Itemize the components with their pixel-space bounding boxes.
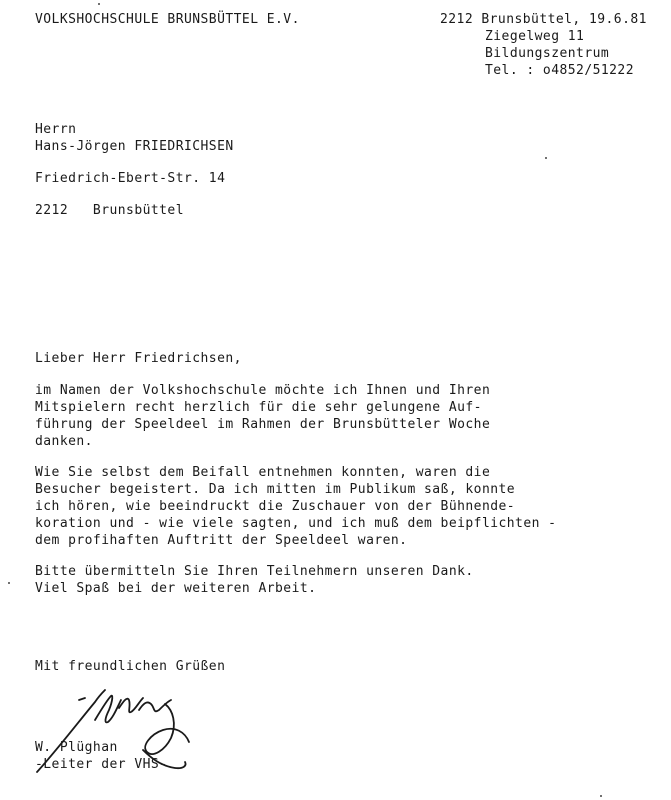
paragraph-line: Viel Spaß bei der weiteren Arbeit. [35,581,317,596]
paragraph-line: Wie Sie selbst dem Beifall entnehmen konnten, waren die [35,465,491,480]
closing-regards: Mit freundlichen Grüßen [35,659,226,674]
recipient-salutation: Herrn [35,122,77,137]
sender-building: Bildungszentrum [485,46,610,61]
scan-speck [600,795,602,797]
recipient-name: Hans-Jörgen FRIEDRICHSEN [35,139,234,154]
scan-speck [8,582,10,584]
signatory-name: W. Plüghan [35,740,118,755]
recipient-street: Friedrich-Ebert-Str. 14 [35,171,226,186]
paragraph-line: führung der Speeldeel im Rahmen der Brunsbütteler Woche [35,417,491,432]
paragraph-line: Besucher begeistert. Da ich mitten im Publikum saß, konnte [35,482,516,497]
scan-speck [98,3,100,5]
sender-phone: Tel. : o4852/51222 [485,63,634,78]
paragraph-line: dem profihaften Auftritt der Speeldeel waren. [35,533,408,548]
recipient-city: 2212 Brunsbüttel [35,203,184,218]
paragraph-line: im Namen der Volkshochschule möchte ich Ihnen und Ihren [35,383,491,398]
sender-street: Ziegelweg 11 [485,29,585,44]
organization-name: VOLKSHOCHSCHULE BRUNSBÜTTEL E.V. [35,12,300,27]
place-date: 2212 Brunsbüttel, 19.6.81 [440,12,647,27]
paragraph-line: danken. [35,434,93,449]
paragraph-line: ich hören, wie beeindruckt die Zuschauer von der Bühnende- [35,499,516,514]
paragraph-line: Bitte übermitteln Sie Ihren Teilnehmern unseren Dank. [35,564,474,579]
paragraph-line: Mitspielern recht herzlich für die sehr gelungene Auf- [35,400,482,415]
letter-greeting: Lieber Herr Friedrichsen, [35,351,242,366]
scan-speck [545,157,547,159]
signatory-role: -Leiter der VHS- [35,757,168,772]
paragraph-line: koration und - wie viele sagten, und ich muß dem beipflichten - [35,516,557,531]
